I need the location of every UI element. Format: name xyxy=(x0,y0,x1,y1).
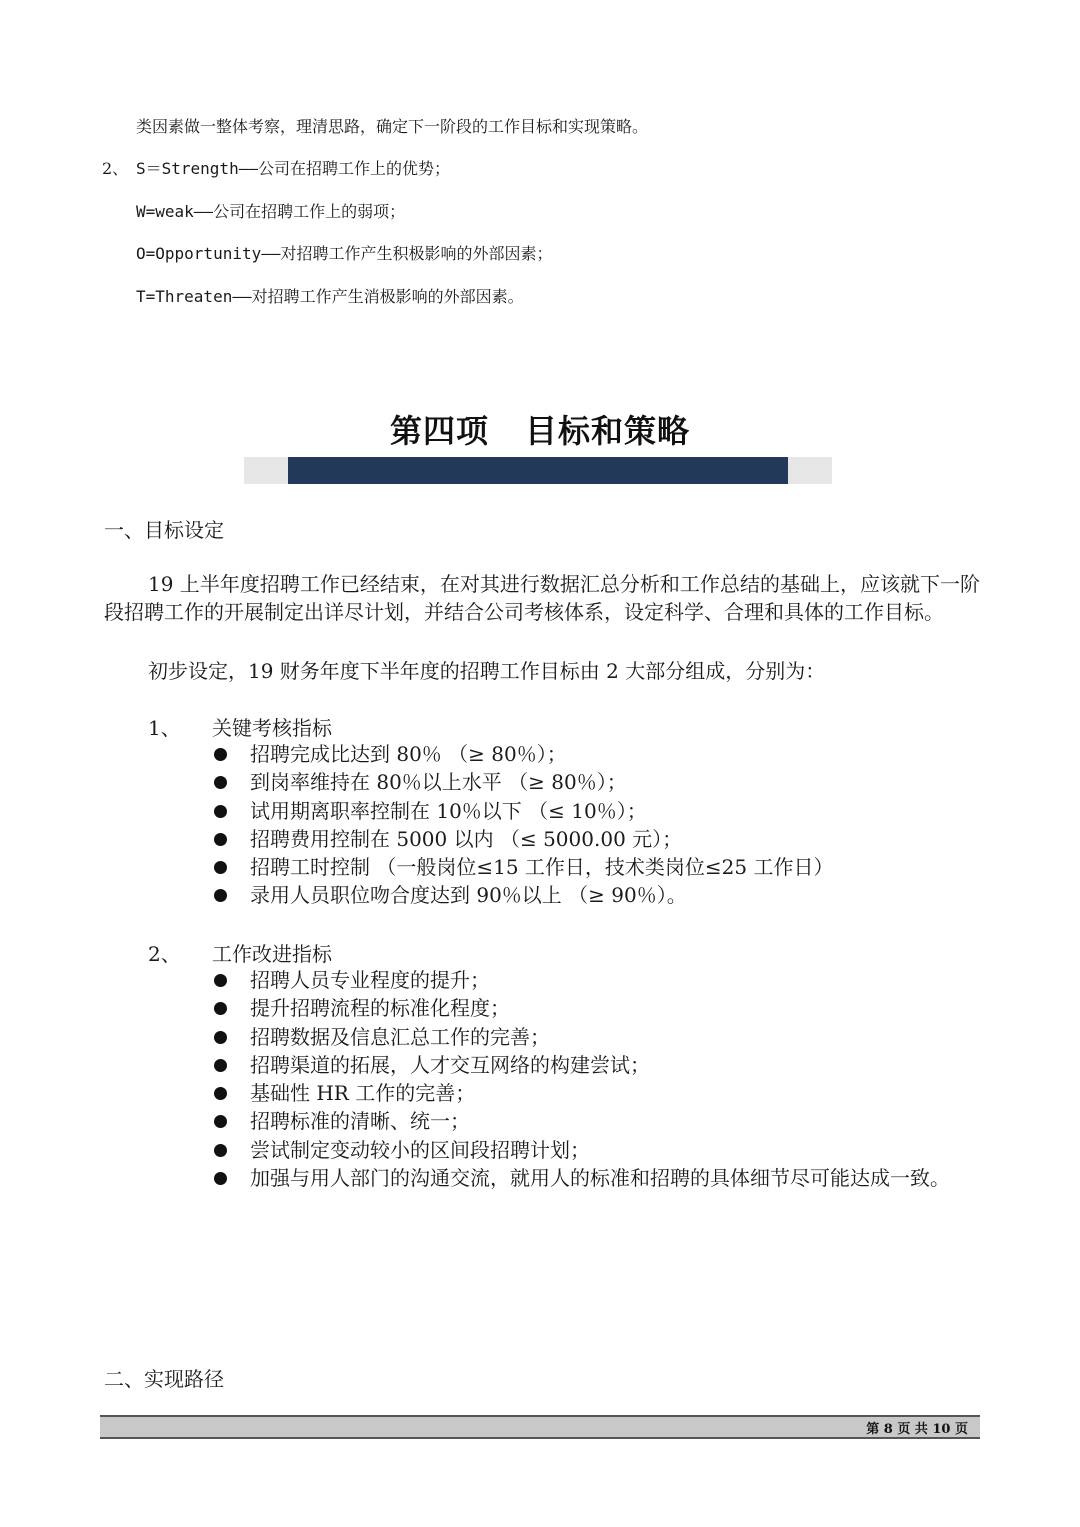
swot-strength-line: S＝Strength——公司在招聘工作上的优势； xyxy=(136,159,450,178)
intro-line: 类因素做一整体考察，理清思路，确定下一阶段的工作目标和实现策略。 xyxy=(136,117,649,136)
page-number: 第 8 页 共 10 页 xyxy=(866,1422,968,1437)
section-title xyxy=(0,406,1080,452)
bullet-icon xyxy=(214,1172,227,1185)
list-item: 招聘标准的清晰、统一； xyxy=(212,1107,980,1135)
section-title-part2: 目标和策略 xyxy=(525,412,691,450)
bullet-icon xyxy=(214,1144,227,1157)
swot-weak-line: W=weak——公司在招聘工作上的弱项； xyxy=(136,202,406,221)
list-item: 基础性 HR 工作的完善； xyxy=(212,1079,980,1107)
list-item: 招聘工时控制 （一般岗位≤15 工作日，技术类岗位≤25 工作日） xyxy=(212,853,980,881)
group2-label: 工作改进指标 xyxy=(212,942,332,966)
bullet-icon xyxy=(214,1115,227,1128)
goals-paragraph-2: 初步设定，19 财务年度下半年度的招聘工作目标由 2 大部分组成，分别为： xyxy=(148,659,826,683)
swot-item-number: 2、 xyxy=(102,159,129,178)
bullet-icon xyxy=(214,1002,227,1015)
page-footer xyxy=(100,1415,980,1439)
bullet-icon xyxy=(214,1031,227,1044)
list-item: 招聘费用控制在 5000 以内 （≤ 5000.00 元）； xyxy=(212,825,980,853)
swot-opportunity-line: O=Opportunity——对招聘工作产生积极影响的外部因素； xyxy=(136,244,553,263)
improvement-list xyxy=(212,966,980,1192)
bullet-icon xyxy=(214,974,227,987)
bullet-icon xyxy=(214,748,227,761)
list-item: 录用人员职位吻合度达到 90％以上 （≥ 90％）。 xyxy=(212,881,980,909)
kpi-list xyxy=(212,740,980,910)
list-item: 试用期离职率控制在 10％以下 （≤ 10％）； xyxy=(212,797,980,825)
bullet-icon xyxy=(214,776,227,789)
group1-label: 关键考核指标 xyxy=(212,716,332,740)
bullet-icon xyxy=(214,1087,227,1100)
title-bar xyxy=(288,457,788,484)
list-item: 招聘人员专业程度的提升； xyxy=(212,966,980,994)
goals-heading: 一、目标设定 xyxy=(104,518,224,542)
list-item: 加强与用人部门的沟通交流，就用人的标准和招聘的具体细节尽可能达成一致。 xyxy=(212,1164,980,1192)
path-heading: 二、实现路径 xyxy=(104,1367,224,1391)
bullet-icon xyxy=(214,1059,227,1072)
list-item: 招聘渠道的拓展，人才交互网络的构建尝试； xyxy=(212,1051,980,1079)
goals-paragraph-1: 19 上半年度招聘工作已经结束，在对其进行数据汇总分析和工作总结的基础上，应该就下一阶段招聘工作的开展制定出详尽计划，并结合公司考核体系，设定科学、合理和具体的工作目标。 xyxy=(104,572,980,624)
list-item: 提升招聘流程的标准化程度； xyxy=(212,994,980,1022)
list-item: 招聘完成比达到 80％ （≥ 80％）； xyxy=(212,740,980,768)
list-item: 招聘数据及信息汇总工作的完善； xyxy=(212,1023,980,1051)
bullet-icon xyxy=(214,861,227,874)
bullet-icon xyxy=(214,833,227,846)
bullet-icon xyxy=(214,889,227,902)
group1-number: 1、 xyxy=(148,716,181,740)
list-item: 尝试制定变动较小的区间段招聘计划； xyxy=(212,1136,980,1164)
swot-threaten-line: T=Threaten——对招聘工作产生消极影响的外部因素。 xyxy=(136,287,524,306)
list-item: 到岗率维持在 80％以上水平 （≥ 80％）； xyxy=(212,768,980,796)
section-title-part1: 第四项 xyxy=(389,412,489,450)
bullet-icon xyxy=(214,805,227,818)
group2-number: 2、 xyxy=(148,942,181,966)
